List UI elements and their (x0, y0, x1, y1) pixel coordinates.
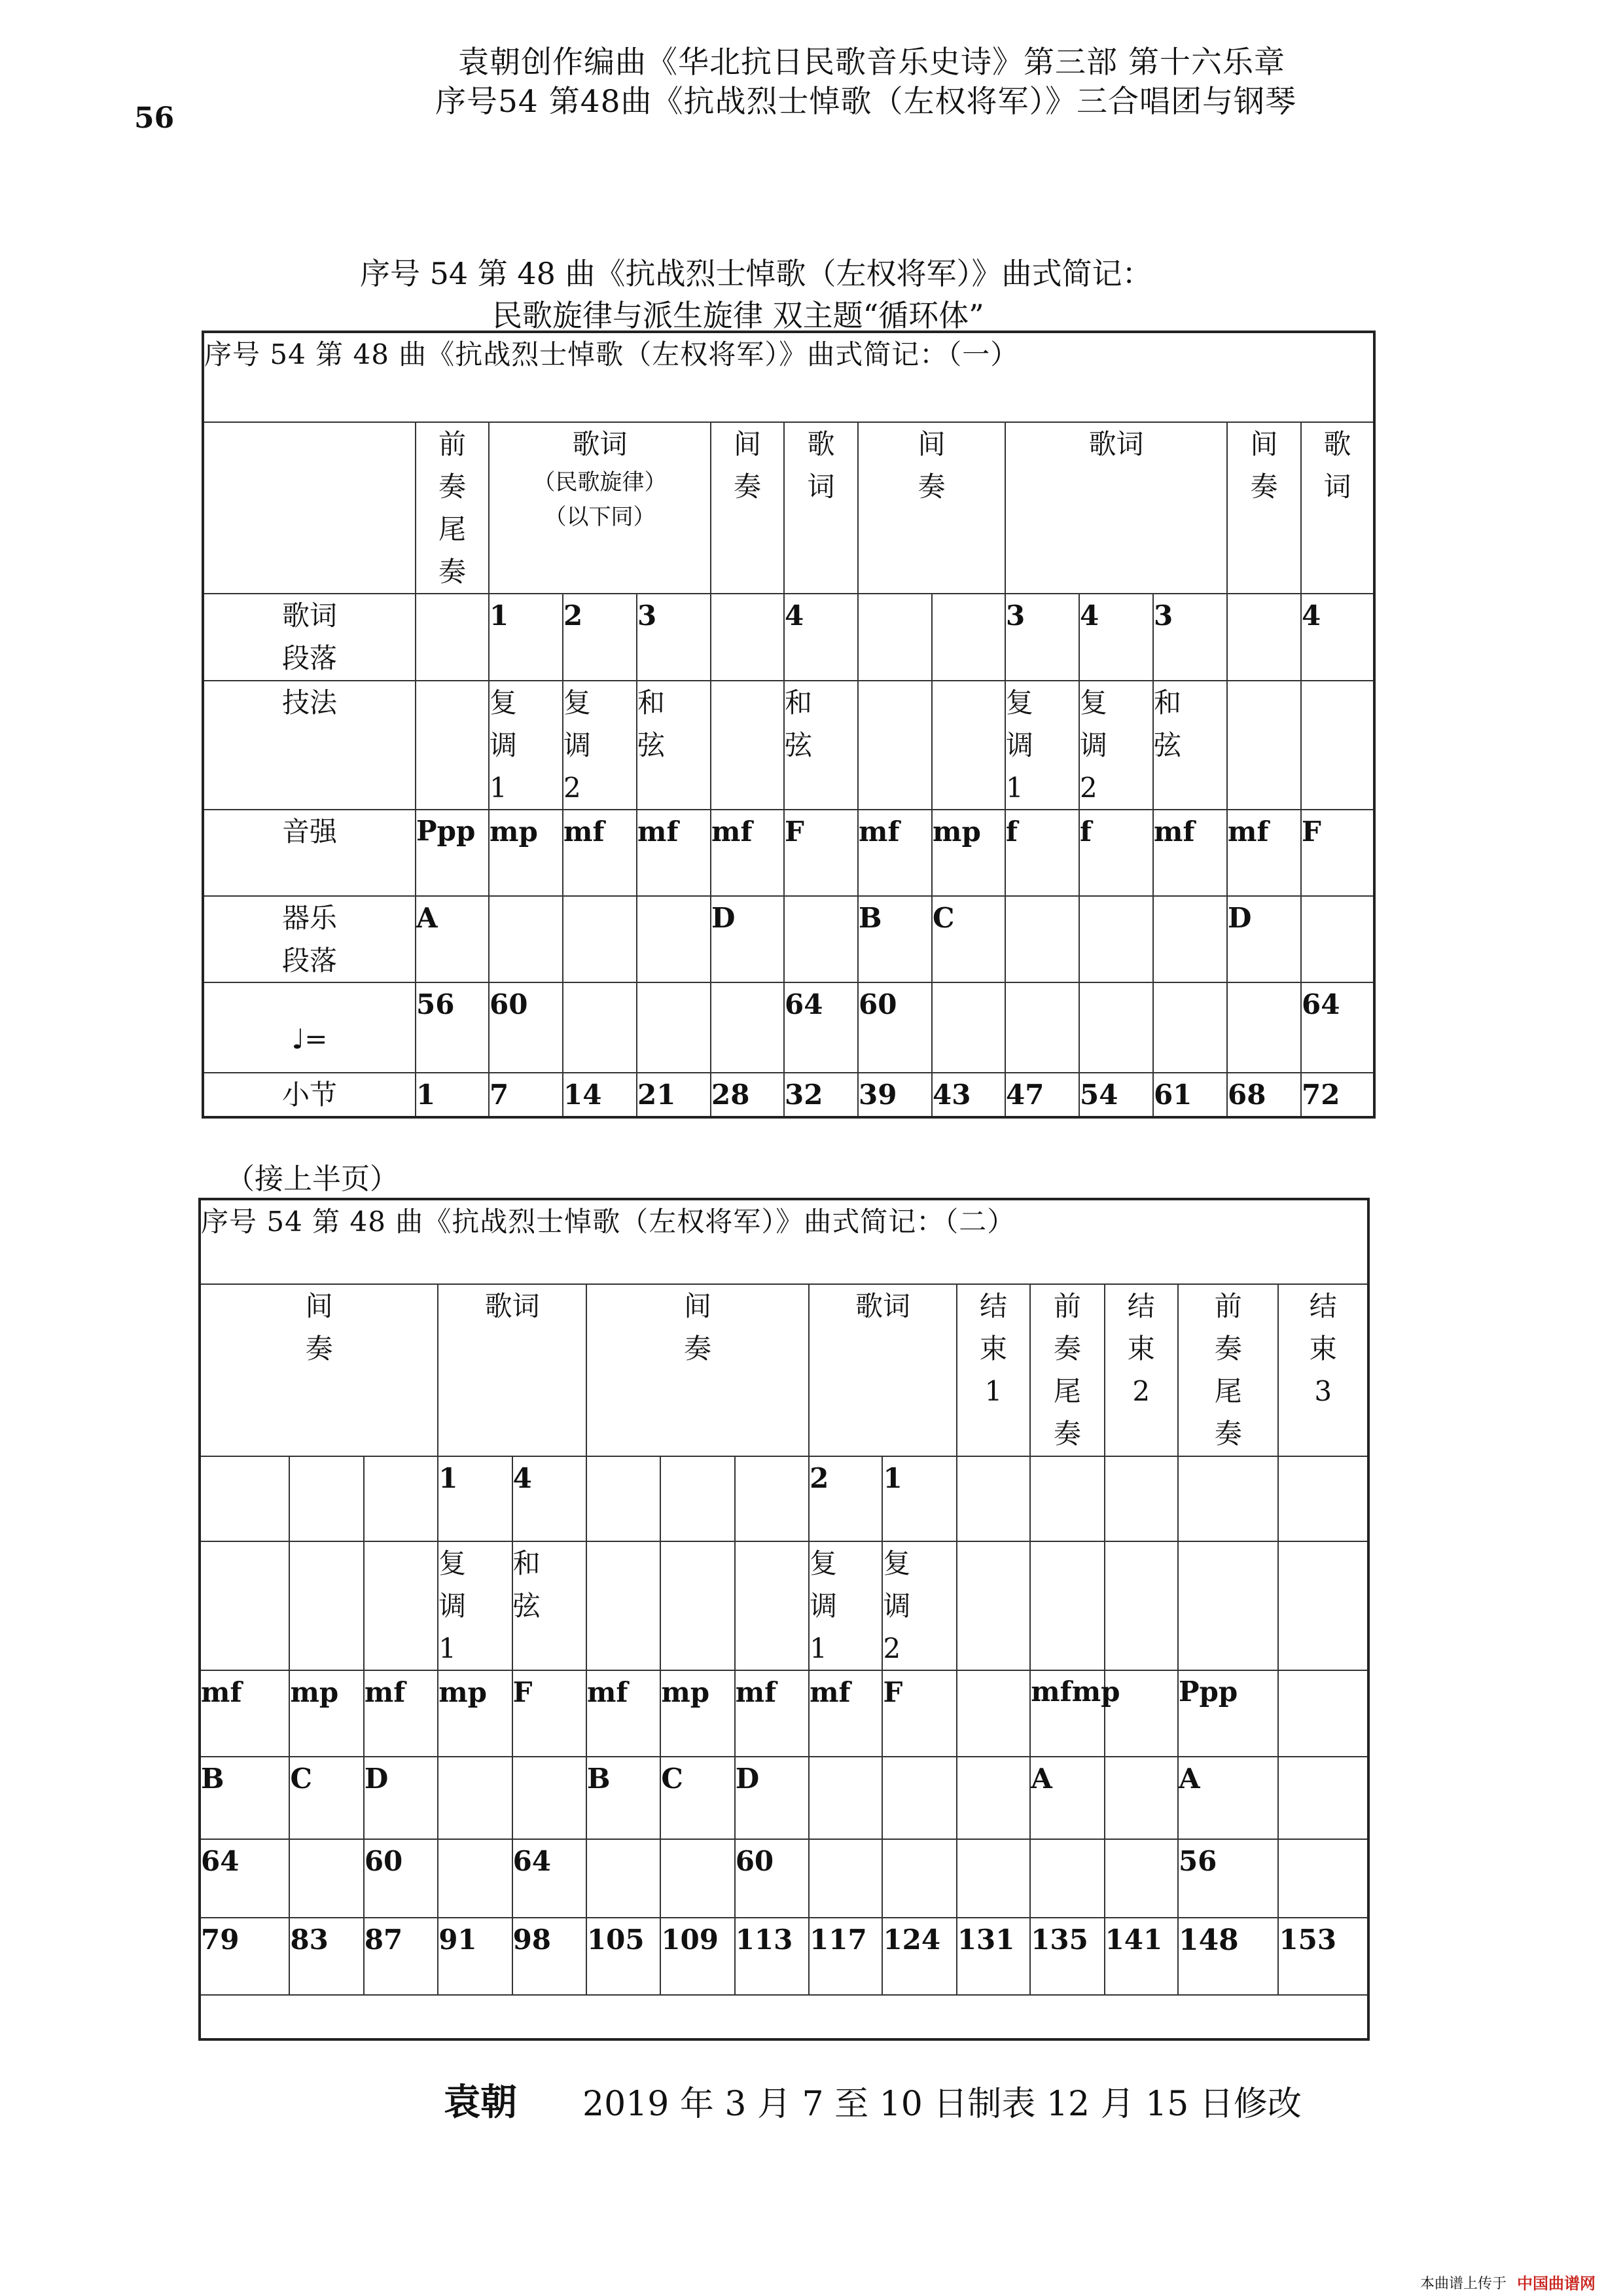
stanza-cell: 2 (809, 1456, 882, 1541)
section-cell: C (660, 1757, 734, 1839)
stanza-cell: 3 (637, 594, 711, 680)
header-ending-3: 结束3 (1278, 1284, 1368, 1456)
measure-cell: 131 (957, 1918, 1030, 1995)
dynamics-cell: mf (858, 810, 932, 896)
technique-cell (735, 1541, 809, 1670)
stanza-cell: 3 (1005, 594, 1079, 680)
tempo-cell (1079, 982, 1153, 1073)
technique-cell (1030, 1541, 1104, 1670)
dynamics-cell: mp (932, 810, 1005, 896)
technique-cell (364, 1541, 438, 1670)
dynamics-cell (957, 1670, 1030, 1757)
dynamics-cell: mp (660, 1670, 734, 1757)
technique-cell (586, 1541, 660, 1670)
technique-cell (660, 1541, 734, 1670)
section-cell: C (932, 896, 1005, 982)
tempo-cell (289, 1839, 363, 1918)
stanza-cell: 2 (563, 594, 637, 680)
technique-cell (1178, 1541, 1279, 1670)
form-table-2 (198, 1198, 1370, 2041)
header-prelude-1: 前奏尾奏 (1030, 1284, 1104, 1456)
tempo-cell: 64 (200, 1839, 289, 1918)
measure-cell: 148 (1178, 1918, 1279, 1995)
stanza-cell (660, 1456, 734, 1541)
tempo-cell (563, 982, 637, 1073)
technique-cell: 复调2 (563, 681, 637, 810)
tempo-cell: 60 (735, 1839, 809, 1918)
header-prelude: 前奏尾奏 (416, 422, 489, 594)
measure-cell: 7 (489, 1073, 563, 1117)
section-cell: D (364, 1757, 438, 1839)
tempo-cell (882, 1839, 956, 1918)
header-prelude-2: 前奏尾奏 (1178, 1284, 1279, 1456)
stanza-cell (1278, 1456, 1368, 1541)
section-cell (1301, 896, 1374, 982)
stanza-cell: 4 (1079, 594, 1153, 680)
measure-cell: 141 (1105, 1918, 1178, 1995)
tempo-cell (1153, 982, 1227, 1073)
table-2-footer-row (200, 1995, 1368, 2039)
row-label-section: 器乐段落 (203, 896, 416, 982)
dynamics-cell: mf (735, 1670, 809, 1757)
dynamics-cell: mf (637, 810, 711, 896)
dynamics-cell: mf (586, 1670, 660, 1757)
tempo-cell (1105, 1839, 1178, 1918)
section-cell (438, 1757, 512, 1839)
tempo-cell (1227, 982, 1301, 1073)
measure-cell: 109 (660, 1918, 734, 1995)
section-cell (957, 1757, 1030, 1839)
dynamics-cell: mf (1153, 810, 1227, 896)
tempo-cell (932, 982, 1005, 1073)
dynamics-cell: f (1079, 810, 1153, 896)
section-cell: B (858, 896, 932, 982)
tempo-cell (1030, 1839, 1104, 1918)
stanza-cell: 1 (438, 1456, 512, 1541)
measure-cell: 79 (200, 1918, 289, 1995)
header-lyrics-d: 歌词 (1301, 422, 1374, 594)
stanza-cell (1227, 594, 1301, 680)
measure-cell: 68 (1227, 1073, 1301, 1117)
measure-cell: 61 (1153, 1073, 1227, 1117)
row-label-tempo: ♩= (203, 982, 416, 1073)
continuation-note: （接上半页） (226, 1162, 399, 1196)
row-label-technique: 技法 (203, 681, 416, 810)
stanza-cell (586, 1456, 660, 1541)
tempo-cell: 60 (364, 1839, 438, 1918)
measure-cell: 91 (438, 1918, 512, 1995)
technique-cell: 复调1 (1005, 681, 1079, 810)
header-ending-2: 结束2 (1105, 1284, 1178, 1456)
row-label-measure: 小节 (203, 1073, 416, 1117)
stanza-cell (200, 1456, 289, 1541)
stanza-cell: 3 (1153, 594, 1227, 680)
tempo-cell (957, 1839, 1030, 1918)
dynamics-cell: mf (809, 1670, 882, 1757)
tempo-cell (637, 982, 711, 1073)
measure-cell: 83 (289, 1918, 363, 1995)
section-cell (1105, 1757, 1178, 1839)
header-interlude-a: 间奏 (200, 1284, 438, 1456)
technique-cell (932, 681, 1005, 810)
section-cell (1005, 896, 1079, 982)
measure-cell: 72 (1301, 1073, 1374, 1117)
dynamics-cell: mf (711, 810, 784, 896)
measure-cell: 47 (1005, 1073, 1079, 1117)
technique-cell (1301, 681, 1374, 810)
table-2-title: 序号 54 第 48 曲《抗战烈士悼歌（左权将军）》曲式简记：（二） (200, 1199, 1368, 1284)
measure-cell: 153 (1278, 1918, 1368, 1995)
stanza-cell: 4 (784, 594, 858, 680)
tempo-cell: 60 (858, 982, 932, 1073)
section-cell: B (586, 1757, 660, 1839)
measure-cell: 43 (932, 1073, 1005, 1117)
header-lyrics-c: 歌词 (1005, 422, 1227, 594)
technique-cell: 和弦 (784, 681, 858, 810)
header-lyrics-a: 歌词 (438, 1284, 586, 1456)
tempo-cell (586, 1839, 660, 1918)
dynamics-cell: F (1301, 810, 1374, 896)
measure-cell: 135 (1030, 1918, 1104, 1995)
watermark-logo: 中国曲谱网 (1517, 2274, 1596, 2293)
section-cell: C (289, 1757, 363, 1839)
technique-cell: 复调1 (438, 1541, 512, 1670)
section-cell (1278, 1757, 1368, 1839)
dynamics-cell: Ppp (416, 810, 489, 896)
stanza-cell (957, 1456, 1030, 1541)
stanza-cell: 1 (882, 1456, 956, 1541)
header-interlude-a: 间奏 (711, 422, 784, 594)
measure-cell: 98 (512, 1918, 586, 1995)
stanza-cell (1105, 1456, 1178, 1541)
section-cell (784, 896, 858, 982)
tempo-cell: 64 (512, 1839, 586, 1918)
measure-cell: 87 (364, 1918, 438, 1995)
dynamics-cell: f (1005, 810, 1079, 896)
section-cell: B (200, 1757, 289, 1839)
spacer-cell (416, 594, 489, 680)
tempo-cell (711, 982, 784, 1073)
technique-cell (1227, 681, 1301, 810)
section-cell: A (416, 896, 489, 982)
section-cell (512, 1757, 586, 1839)
measure-cell: 54 (1079, 1073, 1153, 1117)
measure-cell: 28 (711, 1073, 784, 1117)
dynamics-cell: mp (438, 1670, 512, 1757)
signature-date: 2019 年 3 月 7 至 10 日制表 12 月 15 日修改 (582, 2085, 1302, 2124)
technique-cell: 和弦 (1153, 681, 1227, 810)
measure-cell: 117 (809, 1918, 882, 1995)
dynamics-cell: F (784, 810, 858, 896)
tempo-cell (809, 1839, 882, 1918)
table-1-title: 序号 54 第 48 曲《抗战烈士悼歌（左权将军）》曲式简记：（一） (203, 332, 1374, 422)
technique-cell: 和弦 (512, 1541, 586, 1670)
tempo-cell: 56 (416, 982, 489, 1073)
header-lyrics-b: 歌词 (784, 422, 858, 594)
header-line-1: 袁朝创作编曲《华北抗日民歌音乐史诗》第三部 第十六乐章 (458, 45, 1285, 81)
measure-cell: 1 (416, 1073, 489, 1117)
technique-cell: 复调1 (489, 681, 563, 810)
dynamics-cell: mp (489, 810, 563, 896)
technique-cell (200, 1541, 289, 1670)
section-cell: D (735, 1757, 809, 1839)
dynamics-cell: mf (200, 1670, 289, 1757)
stanza-cell: 1 (489, 594, 563, 680)
measure-cell: 21 (637, 1073, 711, 1117)
stanza-cell (364, 1456, 438, 1541)
technique-cell (289, 1541, 363, 1670)
row-label-dynamics: 音强 (203, 810, 416, 896)
header-interlude-b: 间奏 (858, 422, 1005, 594)
tempo-cell (1005, 982, 1079, 1073)
author-signature: 袁朝 (444, 2081, 517, 2124)
section-cell (882, 1757, 956, 1839)
tempo-cell: 64 (1301, 982, 1374, 1073)
caption-line-1: 序号 54 第 48 曲《抗战烈士悼歌（左权将军）》曲式简记： (360, 256, 1152, 291)
technique-cell (957, 1541, 1030, 1670)
dynamics-cell: mfmp (1030, 1670, 1104, 1757)
header-lyrics-main: 歌词 （民歌旋律） （以下同） (489, 422, 711, 594)
stanza-cell (1178, 1456, 1279, 1541)
measure-cell: 124 (882, 1918, 956, 1995)
tempo-cell (438, 1839, 512, 1918)
stanza-cell: 4 (1301, 594, 1374, 680)
stanza-cell (711, 594, 784, 680)
section-cell (809, 1757, 882, 1839)
technique-cell: 复调2 (1079, 681, 1153, 810)
dynamics-cell (1278, 1670, 1368, 1757)
section-cell (637, 896, 711, 982)
stanza-cell (289, 1456, 363, 1541)
tempo-cell (660, 1839, 734, 1918)
section-cell (563, 896, 637, 982)
header-interlude-c: 间奏 (1227, 422, 1301, 594)
section-cell: D (711, 896, 784, 982)
measure-cell: 105 (586, 1918, 660, 1995)
stanza-cell (932, 594, 1005, 680)
tempo-cell: 64 (784, 982, 858, 1073)
stanza-cell: 4 (512, 1456, 586, 1541)
header-ending-1: 结束1 (957, 1284, 1030, 1456)
section-cell: D (1227, 896, 1301, 982)
section-cell (1079, 896, 1153, 982)
technique-cell: 复调2 (882, 1541, 956, 1670)
form-table-1 (202, 331, 1376, 1119)
dynamics-cell: mf (563, 810, 637, 896)
measure-cell: 14 (563, 1073, 637, 1117)
measure-cell: 32 (784, 1073, 858, 1117)
dynamics-cell: F (882, 1670, 956, 1757)
row-label-stanza: 歌词段落 (203, 594, 416, 680)
dynamics-cell: mf (364, 1670, 438, 1757)
section-cell: A (1178, 1757, 1279, 1839)
measure-cell: 113 (735, 1918, 809, 1995)
technique-cell (1105, 1541, 1178, 1670)
section-cell (489, 896, 563, 982)
watermark-text: 本曲谱上传于 (1420, 2276, 1507, 2292)
technique-cell (711, 681, 784, 810)
dynamics-cell: mf (1227, 810, 1301, 896)
header-blank (203, 422, 416, 594)
measure-cell: 39 (858, 1073, 932, 1117)
dynamics-cell: F (512, 1670, 586, 1757)
stanza-cell (735, 1456, 809, 1541)
tempo-cell: 60 (489, 982, 563, 1073)
section-cell (1153, 896, 1227, 982)
dynamics-cell: Ppp (1178, 1670, 1279, 1757)
section-cell: A (1030, 1757, 1104, 1839)
header-lyrics-b: 歌词 (809, 1284, 957, 1456)
header-line-2: 序号54 第48曲《抗战烈士悼歌（左权将军）》三合唱团与钢琴 (435, 84, 1297, 120)
technique-cell (1278, 1541, 1368, 1670)
stanza-cell (1030, 1456, 1104, 1541)
technique-cell: 和弦 (637, 681, 711, 810)
caption-line-2: 民歌旋律与派生旋律 双主题“循环体” (492, 298, 984, 333)
dynamics-cell: mp (289, 1670, 363, 1757)
header-interlude-b: 间奏 (586, 1284, 809, 1456)
page-number: 56 (134, 101, 175, 135)
stanza-cell (858, 594, 932, 680)
technique-cell: 复调1 (809, 1541, 882, 1670)
spacer-cell (416, 681, 489, 810)
technique-cell (858, 681, 932, 810)
tempo-cell: 56 (1178, 1839, 1279, 1918)
tempo-cell (1278, 1839, 1368, 1918)
